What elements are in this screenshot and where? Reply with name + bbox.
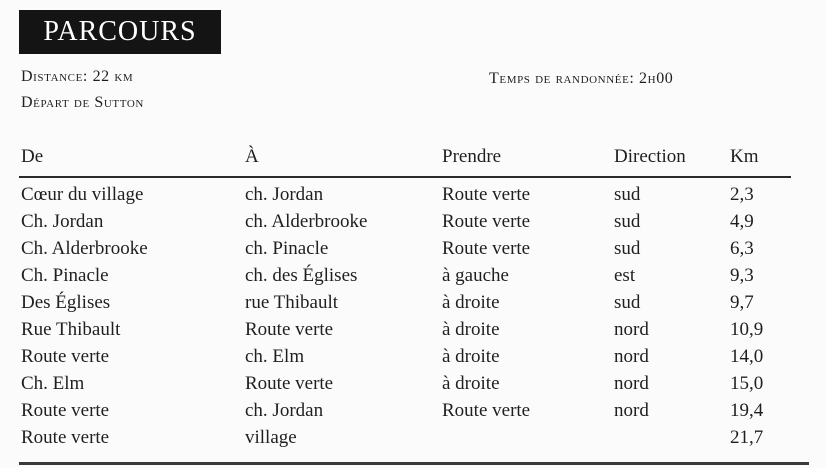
cell-km: 9,3 xyxy=(730,265,754,286)
cell-km: 9,7 xyxy=(730,292,754,313)
cell-prendre: à droite xyxy=(442,319,500,340)
cell-km: 2,3 xyxy=(730,184,754,205)
distance-label: Distance: 22 km xyxy=(21,68,134,85)
cell-a: ch. des Églises xyxy=(245,265,358,286)
cell-de: Cœur du village xyxy=(21,184,144,205)
hiking-time-label: Temps de randonnée: 2h00 xyxy=(489,70,674,87)
table-row xyxy=(0,238,826,265)
table-row xyxy=(0,373,826,400)
header-divider xyxy=(19,176,791,178)
cell-km: 6,3 xyxy=(730,238,754,259)
table-row xyxy=(0,211,826,238)
cell-prendre: à gauche xyxy=(442,265,509,286)
cell-direction: sud xyxy=(614,238,641,259)
page-title: PARCOURS xyxy=(19,10,221,54)
cell-de: Route verte xyxy=(21,400,110,421)
header-direction: Direction xyxy=(614,146,686,167)
cell-direction: nord xyxy=(614,373,649,394)
cell-direction: nord xyxy=(614,319,649,340)
cell-direction: nord xyxy=(614,400,649,421)
cell-de: Ch. Elm xyxy=(21,373,85,394)
cell-prendre: Route verte xyxy=(442,238,531,259)
cell-de: Ch. Jordan xyxy=(21,211,104,232)
cell-a: village xyxy=(245,427,297,448)
cell-direction: est xyxy=(614,265,636,286)
cell-direction: sud xyxy=(614,211,641,232)
cell-km: 4,9 xyxy=(730,211,754,232)
departure-label: Départ de Sutton xyxy=(21,94,144,111)
header-de: De xyxy=(21,146,44,167)
cell-de: Route verte xyxy=(21,427,110,448)
cell-a: ch. Pinacle xyxy=(245,238,329,259)
table-row xyxy=(0,319,826,346)
table-row xyxy=(0,292,826,319)
cell-a: ch. Jordan xyxy=(245,184,324,205)
cell-prendre: Route verte xyxy=(442,400,531,421)
cell-direction: nord xyxy=(614,346,649,367)
cell-a: rue Thibault xyxy=(245,292,339,313)
bottom-divider xyxy=(19,462,809,465)
cell-a: Route verte xyxy=(245,373,334,394)
cell-km: 15,0 xyxy=(730,373,764,394)
cell-km: 21,7 xyxy=(730,427,764,448)
table-row xyxy=(0,184,826,211)
cell-a: ch. Jordan xyxy=(245,400,324,421)
cell-prendre: Route verte xyxy=(442,211,531,232)
cell-direction: sud xyxy=(614,184,641,205)
cell-prendre: à droite xyxy=(442,346,500,367)
cell-km: 14,0 xyxy=(730,346,764,367)
cell-prendre: Route verte xyxy=(442,184,531,205)
cell-a: Route verte xyxy=(245,319,334,340)
cell-de: Rue Thibault xyxy=(21,319,121,340)
route-table-body xyxy=(0,184,826,454)
cell-km: 19,4 xyxy=(730,400,764,421)
cell-de: Des Églises xyxy=(21,292,111,313)
cell-de: Route verte xyxy=(21,346,110,367)
cell-km: 10,9 xyxy=(730,319,764,340)
header-prendre: Prendre xyxy=(442,146,502,167)
cell-a: ch. Elm xyxy=(245,346,305,367)
cell-a: ch. Alderbrooke xyxy=(245,211,368,232)
table-row xyxy=(0,400,826,427)
cell-direction: sud xyxy=(614,292,641,313)
table-row xyxy=(0,265,826,292)
table-row xyxy=(0,346,826,373)
cell-prendre: à droite xyxy=(442,373,500,394)
cell-de: Ch. Alderbrooke xyxy=(21,238,148,259)
header-km: Km xyxy=(730,146,759,167)
cell-de: Ch. Pinacle xyxy=(21,265,109,286)
cell-prendre: à droite xyxy=(442,292,500,313)
header-a: À xyxy=(245,146,259,167)
table-row xyxy=(0,427,826,454)
